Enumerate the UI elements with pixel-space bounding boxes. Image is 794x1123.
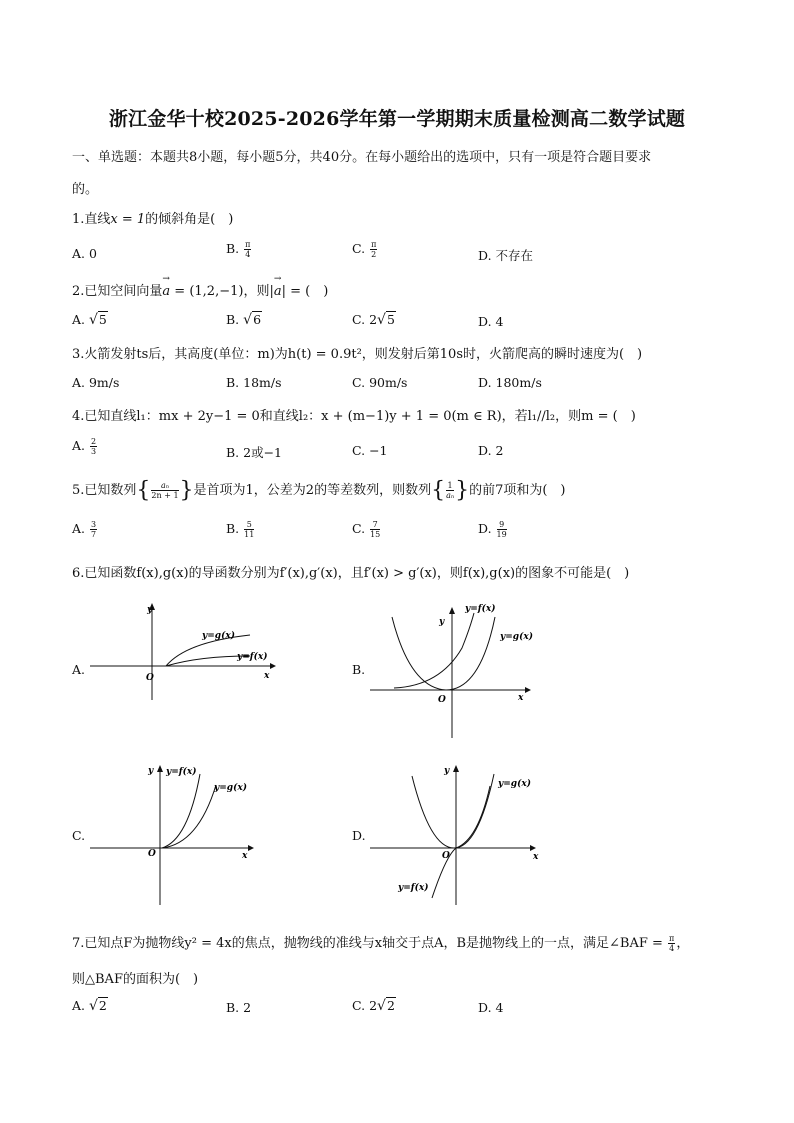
curve-g-label: y=g(x) [202,631,235,641]
q4-option-d: D. 2 [478,443,504,458]
q5-option-b: B. $\frac{5}{11}$ [226,520,255,539]
q2-stem-post: | = ( ) [281,284,329,299]
svg-text:y=f(x): y=f(x) [465,604,496,614]
q7-option-a: A. √2 [72,998,107,1014]
q6-option-a-label: A. [72,662,86,677]
q2-option-b: B. √6 [226,312,262,328]
curve-f-label: y=f(x) [237,652,268,662]
q7-option-c: C. 2√2 [352,998,395,1014]
q6-option-d-label: D. [352,828,366,843]
q2-stem [72,274,329,299]
svg-text:O: O [148,849,156,859]
axis-y-label: y [147,605,153,615]
q1-equation: x = 1 [110,212,146,227]
q1-option-c-label: C. [352,241,366,256]
q4-option-a: A. $\frac{2}{3}$ [72,437,97,456]
q6-option-b-label: B. [352,662,366,677]
q5-sequence-2: $\frac{1}{\text{aₙ}}$ [446,481,455,500]
svg-text:y=g(x): y=g(x) [214,783,247,793]
q3-option-b: B. 18m/s [226,375,282,390]
svg-text:y=f(x): y=f(x) [166,767,197,777]
svg-text:y: y [444,766,450,776]
q5-option-c: C. $\frac{7}{15}$ [352,520,381,539]
q2-stem-mid: = (1,2,−1)，则| [170,284,274,299]
exam-title: 浙江金华十校2025-2026学年第一学期期末质量检测高二数学试题 [108,108,686,130]
q2-vector-a: → a [162,274,171,299]
svg-text:O: O [438,695,446,705]
q1-option-b-fraction [244,240,251,259]
section-instruction-line2: 的。 [72,182,99,197]
svg-text:y: y [439,617,445,627]
axis-x-label: x [264,671,270,681]
q3-option-d: D. 180m/s [478,375,542,390]
q2-option-c: C. 2√5 [352,312,395,328]
q1-stem [72,208,233,227]
q3-option-c: C. 90m/s [352,375,408,390]
q6-graph-a [90,600,280,700]
q5-stem: 5.已知数列{ $\frac{\text{aₙ}}{2n + 1}$ }是首项为1，公差为2的等差数列，则数列{ $\frac{1}{\text{aₙ}}$ }的前7项和为( ) [72,478,566,503]
q4-stem: 4.已知直线l₁：mx + 2y−1 = 0和直线l₂：x + (m−1)y + 1 = 0(m ∈ R)，若l₁//l₂，则m = ( ) [72,409,636,424]
origin-label: O [146,673,154,683]
q1-stem-pre: 1.直线 [72,212,111,227]
q5-option-a: A. $\frac{3}{7}$ [72,520,97,539]
svg-text:y=g(x): y=g(x) [500,632,533,642]
frac-denominator: 2 [371,250,377,259]
q1-option-b [226,240,252,259]
svg-text:y=f(x): y=f(x) [398,883,429,893]
q6-graph-c [90,760,260,905]
q2-vector-a-abs: → a [273,274,282,299]
q4-option-c: C. −1 [352,443,388,458]
q7-stem-line1: 7.已知点F为抛物线y² = 4x的焦点，抛物线的准线与x轴交于点A，B是抛物线上的一点，满足∠BAF = $\frac{\pi}{4}$ ， [72,934,690,953]
q1-option-d: D. 不存在 [478,248,534,263]
q7-option-b: B. 2 [226,1000,252,1015]
q6-graph-b [370,598,535,743]
q7-option-d: D. 4 [478,1000,504,1015]
q3-stem: 3.火箭发射ts后，其高度(单位：m)为h(t) = 0.9t²，则发射后第10s时，火箭爬高的瞬时速度为( ) [72,347,643,362]
q6-stem: 6.已知函数f(x),g(x)的导函数分别为f′(x),g′(x)，且f′(x) > g′(x)，则f(x),g(x)的图象不可能是( ) [72,566,630,581]
q4-option-a-fraction: $\frac{2}{3}$ [91,437,97,456]
frac-denominator: 4 [245,250,251,259]
q7-angle-fraction: $\frac{\pi}{4}$ [669,934,675,953]
svg-text:y: y [148,766,154,776]
q6-graph-d [370,760,545,905]
q4-option-b: B. 2或−1 [226,445,283,460]
q1-option-b-label: B. [226,241,240,256]
svg-text:x: x [533,852,539,862]
svg-text:y=g(x): y=g(x) [498,779,531,789]
q2-option-d: D. 4 [478,314,504,329]
q6-option-c-label: C. [72,828,86,843]
svg-text:x: x [242,851,248,861]
q1-option-c-fraction [370,240,377,259]
q1-stem-post: 的倾斜角是( ) [145,212,234,227]
radicand: 5 [386,312,395,327]
radicand: 6 [253,312,262,327]
q7-stem-line2: 则△BAF的面积为( ) [72,972,199,987]
frac-numerator: π [245,240,251,249]
q5-option-d: D. $\frac{9}{19}$ [478,520,507,539]
q2-option-a: A. √5 [72,312,107,328]
svg-text:O: O [442,851,450,861]
q5-sequence-1: $\frac{\text{aₙ}}{2n + 1}$ [151,481,179,500]
frac-numerator: π [371,240,377,249]
radicand: 5 [98,312,107,327]
svg-text:x: x [518,693,524,703]
q1-option-c [352,240,378,259]
q2-stem-pre: 2.已知空间向量 [72,284,163,299]
q3-option-a: A. 9m/s [72,375,120,390]
section-instruction-line1: 一、单选题：本题共8小题，每小题5分，共40分。在每小题给出的选项中，只有一项是符合题目要求 [72,150,652,165]
q1-option-a: A. 0 [72,246,97,261]
